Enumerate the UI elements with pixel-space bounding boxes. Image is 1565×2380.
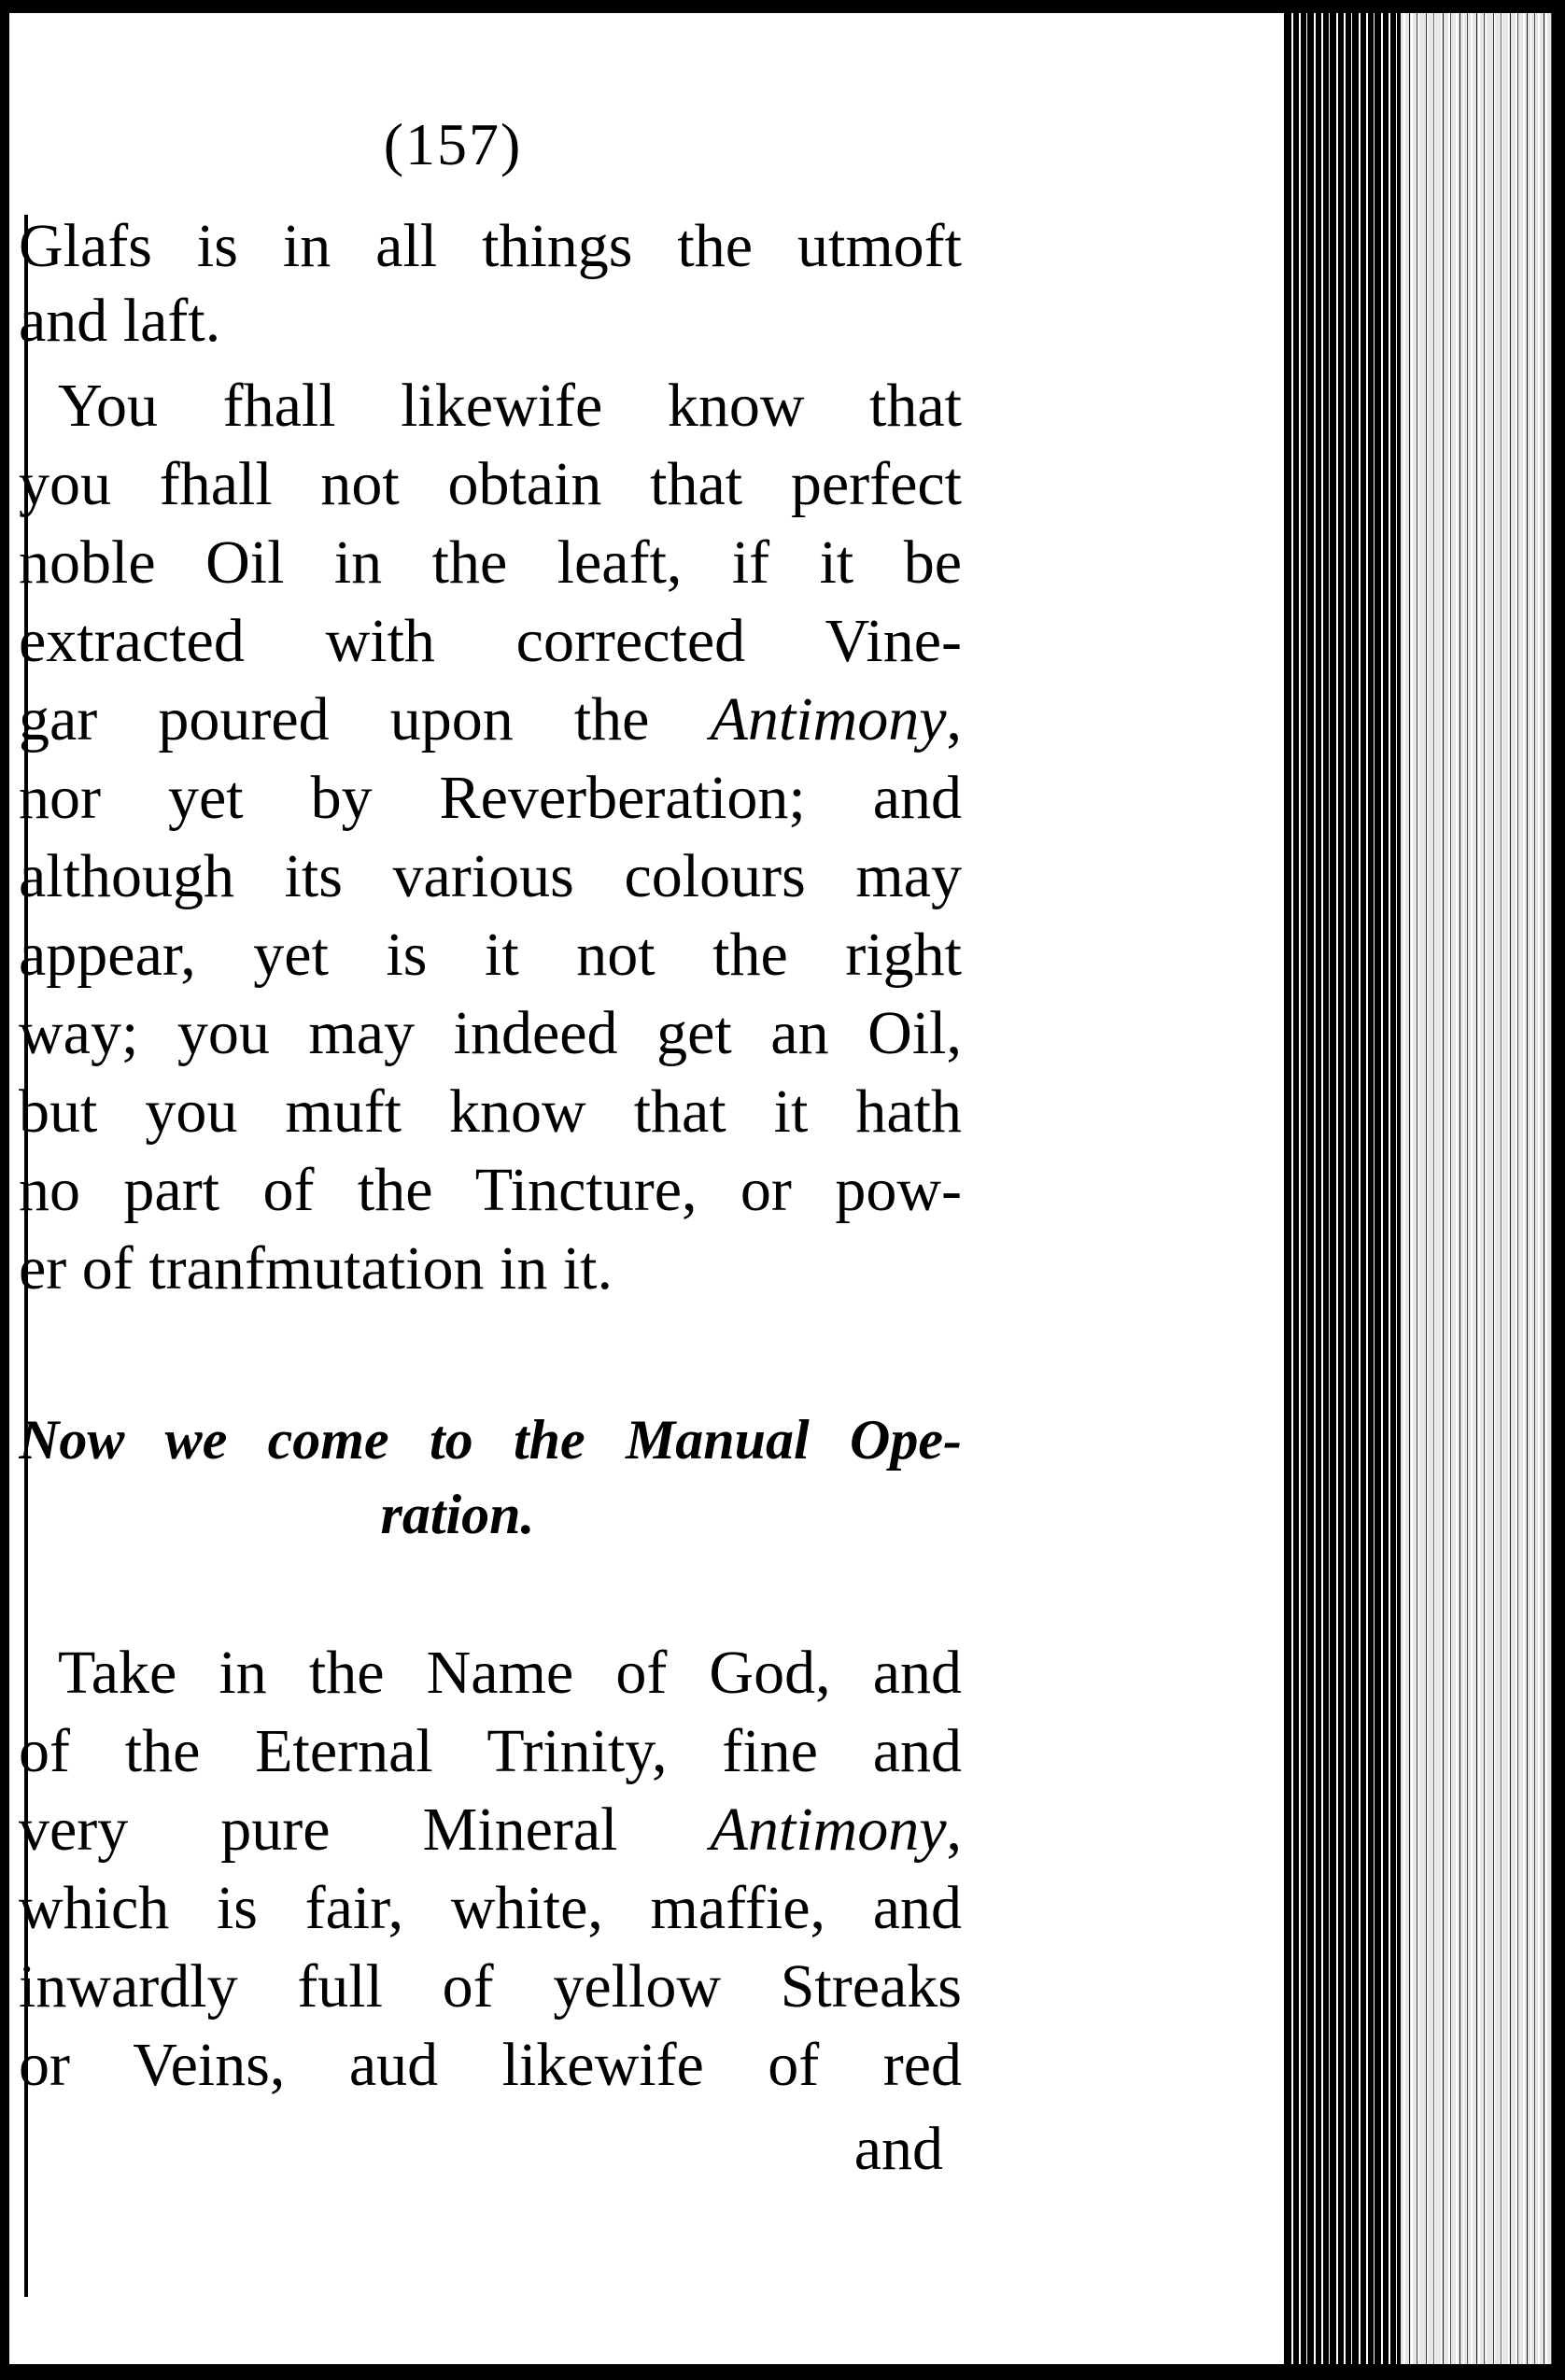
text-line: nor yet by Reverberation; and [19,764,962,832]
text-line: but you muft know that it hath [19,1077,962,1146]
text-line: you fhall not obtain that perfect [19,450,962,518]
text-line: Take in the Name of God, and [58,1639,962,1707]
text-line: which is fair, white, maffie, and [19,1874,962,1942]
text-line: er of tranfmutation in it. [19,1234,613,1303]
text-line: gar poured upon the Antimony, [19,685,962,753]
text-line: appear, yet is it not the right [19,921,962,989]
text-line: inwardly full of yellow Streaks [19,1952,962,2021]
text-line: Glafs is in all things the utmoft [19,212,962,280]
text-line: and laft. [19,287,221,355]
text-line: extracted with corrected Vine- [19,607,962,675]
text-line: although its various colours may [19,842,962,910]
page-number: (157) [383,111,523,177]
text-line: very pure Mineral Antimony, [19,1796,962,1864]
section-heading: Now we come to the Manual Ope- [19,1409,962,1471]
book-page-edges-light [1401,13,1552,2364]
scan-border-right [1552,0,1565,2380]
text-line: noble Oil in the leaft, if it be [19,528,962,597]
text-line: of the Eternal Trinity, fine and [19,1717,962,1785]
text-line: or Veins, aud likewife of red [19,2031,962,2099]
text-line: You fhall likewife know that [58,372,962,440]
page-edge-line [1284,13,1291,2364]
text-line: no part of the Tincture, or pow- [19,1156,962,1224]
section-heading-continued: ration. [380,1484,535,1545]
catchword: and [853,2115,943,2183]
text-line: way; you may indeed get an Oil, [19,999,962,1067]
